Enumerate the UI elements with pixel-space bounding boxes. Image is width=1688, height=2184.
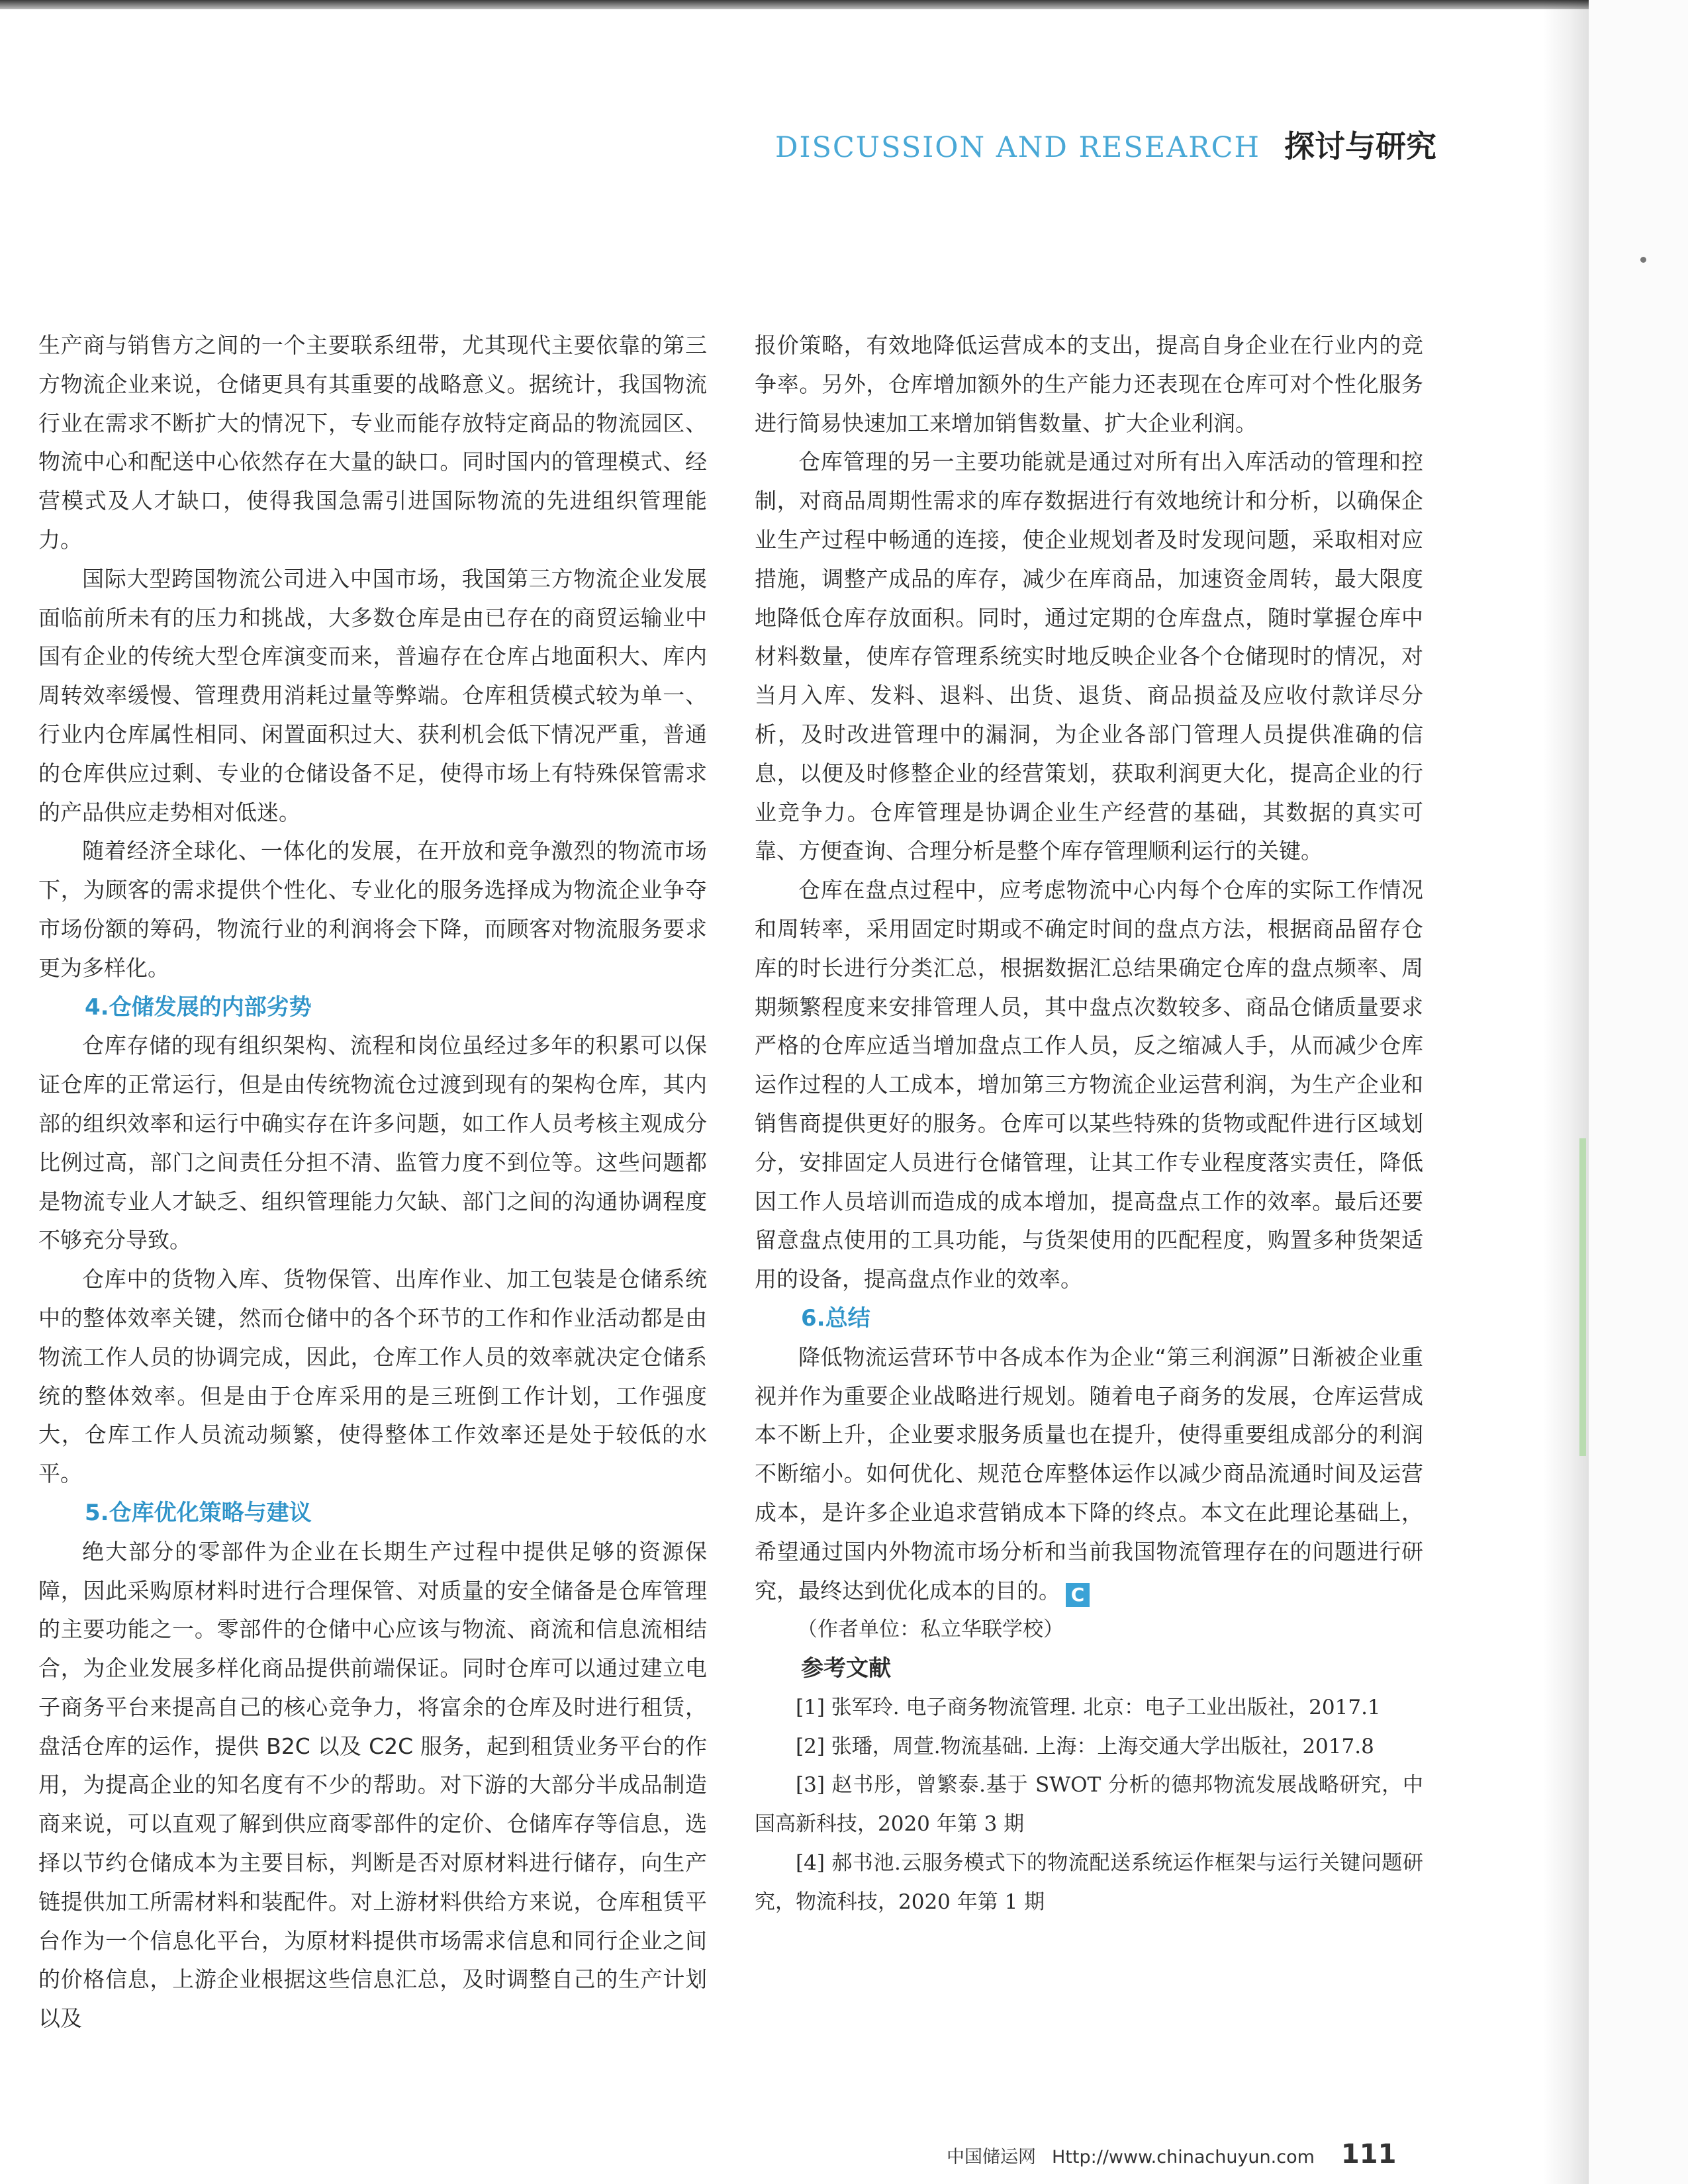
section-heading: 4.仓储发展的内部劣势 [85, 993, 312, 1021]
conclusion-paragraph [755, 1338, 1423, 1611]
paragraph: 报价策略，有效地降低运营成本的支出，提高自身企业在行业内的竞争率。另外，仓库增加额外的生产能力还表现在仓库可对个性化服务进行简易快速加工来增加销售数量、扩大企业利润。 [755, 332, 1423, 436]
section-heading: 5.仓库优化策略与建议 [85, 1499, 312, 1526]
scan-dust-spot [1640, 257, 1646, 263]
author-affiliation: （作者单位：私立华联学校） [797, 1617, 1064, 1642]
paragraph: 仓库中的货物入库、货物保管、出库作业、加工包装是仓储系统中的整体效率关键，然而仓储中的各个环节的工作和作业活动都是由物流工作人员的协调完成，因此，仓库工作人员的效率就决定仓储系统的整体效率。但是由于仓库采用的是三班倒工作计划，工作强度大，仓库工作人员流动频繁，使得整体工作效率还是处于较低的水平。 [38, 1266, 707, 1487]
section-heading: 6.总结 [801, 1304, 870, 1332]
page-number: 111 [1340, 2139, 1397, 2169]
reference-item: [2] 张璠，周萱.物流基础. 上海：上海交通大学出版社，2017.8 [796, 1734, 1374, 1758]
reference-item: [4] 郝书池.云服务模式下的物流配送系统运作框架与运行关键问题研究，物流科技，2020 年第 1 期 [755, 1851, 1423, 1914]
references-title: 参考文献 [801, 1655, 891, 1682]
footer-site-name: 中国储运网 [947, 2147, 1036, 2167]
reference-item: [3] 赵书彤，曾繁泰.基于 SWOT 分析的德邦物流发展战略研究，中国高新科技，2020 年第 3 期 [755, 1773, 1423, 1837]
section-title-en: DISCUSSION AND RESEARCH [774, 131, 1260, 164]
page-edge-tint [1579, 1138, 1586, 1456]
reference-item: [1] 张军玲. 电子商务物流管理. 北京：电子工业出版社，2017.1 [796, 1695, 1381, 1719]
page-footer [947, 2139, 1423, 2172]
paragraph: 绝大部分的零部件为企业在长期生产过程中提供足够的资源保障，因此采购原材料时进行合理保管、对质量的安全储备是仓库管理的主要功能之一。零部件的仓储中心应该与物流、商流和信息流相结合，为企业发展多样化商品提供前端保证。同时仓库可以通过建立电子商务平台来提高自己的核心竞争力，将富余的仓库及时进行租赁，盘活仓库的运作，提供 B2C 以及 C2C 服务，起到租赁业务平台的作用，为提高企业的知名度有不少的帮助。对下游的大部分半成品制造商来说，可以直观了解到供应商零部件的定价、仓储库存等信息，选择以节约仓储成本为主要目标，判断是否对原材料进行储存，向生产链提供加工所需材料和装配件。对上游材料供给方来说，仓库租赁平台作为一个信息化平台，为原材料提供市场需求信息和同行企业之间的价格信息，上游企业根据这些信息汇总，及时调整自己的生产计划以及 [38, 1538, 707, 2032]
footer-url: Http://www.chinachuyun.com [1052, 2147, 1315, 2167]
page-curl-shadow [1542, 0, 1589, 2184]
paragraph: 随着经济全球化、一体化的发展，在开放和竞争激烈的物流市场下，为顾客的需求提供个性化、专业化的服务选择成为物流企业争夺市场份额的筹码，物流行业的利润将会下降，而顾客对物流服务要求更为多样化。 [38, 838, 707, 981]
left-column [38, 326, 707, 2038]
section-title-zh: 探讨与研究 [1284, 128, 1436, 164]
conclusion-text: 降低物流运营环节中各成本作为企业“第三利润源”日渐被企业重视并作为重要企业战略进行规划。随着电子商务的发展，仓库运营成本不断上升，企业要求服务质量也在提升，使得重要组成部分的利润不断缩小。如何优化、规范仓库整体运作以减少商品流通时间及运营成本，是许多企业追求营销成本下降的终点。本文在此理论基础上，希望通过国内外物流市场分析和当前我国物流管理存在的问题进行研究，最终达到优化成本的目的。 [755, 1343, 1423, 1604]
paragraph: 生产商与销售方之间的一个主要联系纽带，尤其现代主要依靠的第三方物流企业来说，仓储更具有其重要的战略意义。据统计，我国物流行业在需求不断扩大的情况下，专业而能存放特定商品的物流园区、物流中心和配送中心依然存在大量的缺口。同时国内的管理模式、经营模式及人才缺口，使得我国急需引进国际物流的先进组织管理能力。 [38, 332, 707, 553]
paragraph: 仓库在盘点过程中，应考虑物流中心内每个仓库的实际工作情况和周转率，采用固定时期或不确定时间的盘点方法，根据商品留存仓库的时长进行分类汇总，根据数据汇总结果确定仓库的盘点频率、周期频繁程度来安排管理人员，其中盘点次数较多、商品仓储质量要求严格的仓库应适当增加盘点工作人员，反之缩减人手，从而减少仓库运作过程的人工成本，增加第三方物流企业运营利润，为生产企业和销售商提供更好的服务。仓库可以某些特殊的货物或配件进行区域划分，安排固定人员进行仓储管理，让其工作专业程度落实责任，降低因工作人员培训而造成的成本增加，提高盘点工作的效率。最后还要留意盘点使用的工具功能，与货架使用的匹配程度，购置多种货架适用的设备，提高盘点作业的效率。 [755, 877, 1423, 1293]
scan-margin [1589, 0, 1688, 2184]
paragraph: 仓库存储的现有组织架构、流程和岗位虽经过多年的积累可以保证仓库的正常运行，但是由传统物流仓过渡到现有的架构仓库，其内部的组织效率和运行中确实存在许多问题，如工作人员考核主观成分比例过高，部门之间责任分担不清、监管力度不到位等。这些问题都是物流专业人才缺乏、组织管理能力欠缺、部门之间的沟通协调程度不够充分导致。 [38, 1032, 707, 1253]
running-header [761, 122, 1436, 169]
article-end-mark-icon: C [1066, 1583, 1090, 1607]
paragraph: 国际大型跨国物流公司进入中国市场，我国第三方物流企业发展面临前所未有的压力和挑战，大多数仓库是由已存在的商贸运输业中国有企业的传统大型仓库演变而来，普遍存在仓库占地面积大、库内周转效率缓慢、管理费用消耗过量等弊端。仓库租赁模式较为单一、行业内仓库属性相同、闲置面积过大、获利机会低下情况严重，普通的仓库供应过剩、专业的仓储设备不足，使得市场上有特殊保管需求的产品供应走势相对低迷。 [38, 565, 707, 825]
scan-edge-top [0, 0, 1688, 9]
paragraph: 仓库管理的另一主要功能就是通过对所有出入库活动的管理和控制，对商品周期性需求的库存数据进行有效地统计和分析，以确保企业生产过程中畅通的连接，使企业规划者及时发现问题，采取相对应措施，调整产成品的库存，减少在库商品，加速资金周转，最大限度地降低仓库存放面积。同时，通过定期的仓库盘点，随时掌握仓库中材料数量，使库存管理系统实时地反映企业各个仓储现时的情况，对当月入库、发料、退料、出货、退货、商品损益及应收付款详尽分析，及时改进管理中的漏洞，为企业各部门管理人员提供准确的信息，以便及时修整企业的经营策划，获取利润更大化，提高企业的行业竞争力。仓库管理是协调企业生产经营的基础，其数据的真实可靠、方便查询、合理分析是整个库存管理顺利运行的关键。 [755, 449, 1423, 864]
right-column [755, 326, 1423, 1922]
